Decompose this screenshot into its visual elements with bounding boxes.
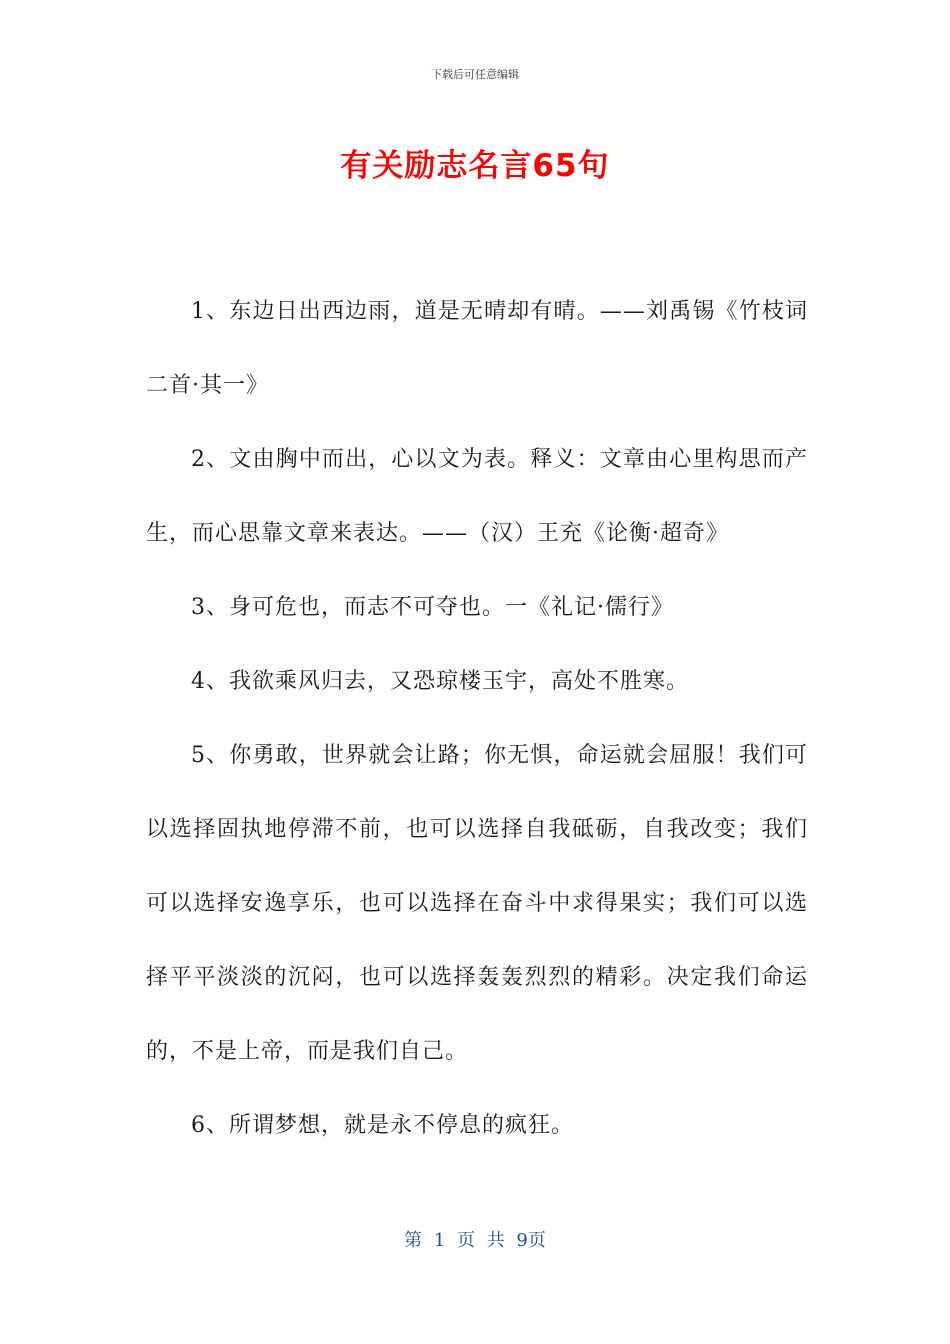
document-title: 有关励志名言65句 — [340, 148, 610, 184]
paragraph-3: 3、身可危也，而志不可夺也。一《礼记·儒行》 — [191, 595, 674, 620]
paragraph-2: 2、文由胸中而出，心以文为表。释义：文章由心里构思而产生，而心思靠文章来表达。——（汉）王充《论衡·超奇》 — [146, 447, 808, 546]
document-body — [146, 275, 808, 1163]
paragraph-6: 6、所谓梦想，就是永不停息的疯狂。 — [191, 1113, 574, 1138]
paragraph-4: 4、我欲乘风归去，又恐琼楼玉宇，高处不胜寒。 — [191, 669, 689, 694]
paragraph-1: 1、东边日出西边雨，道是无晴却有晴。——刘禹锡《竹枝词二首·其一》 — [146, 299, 808, 398]
page-number-footer: 第 1 页 共 9页 — [404, 1230, 546, 1251]
paragraph-5: 5、你勇敢，世界就会让路；你无惧，命运就会屈服！我们可以选择固执地停滞不前，也可以选择自我砥砺，自我改变；我们可以选择安逸享乐，也可以选择在奋斗中求得果实；我们可以选择平平淡淡的沉闷，也可以选择轰轰烈烈的精彩。决定我们命运的，不是上帝，而是我们自己。 — [146, 743, 808, 1064]
header-note: 下载后可任意编辑 — [431, 68, 519, 81]
